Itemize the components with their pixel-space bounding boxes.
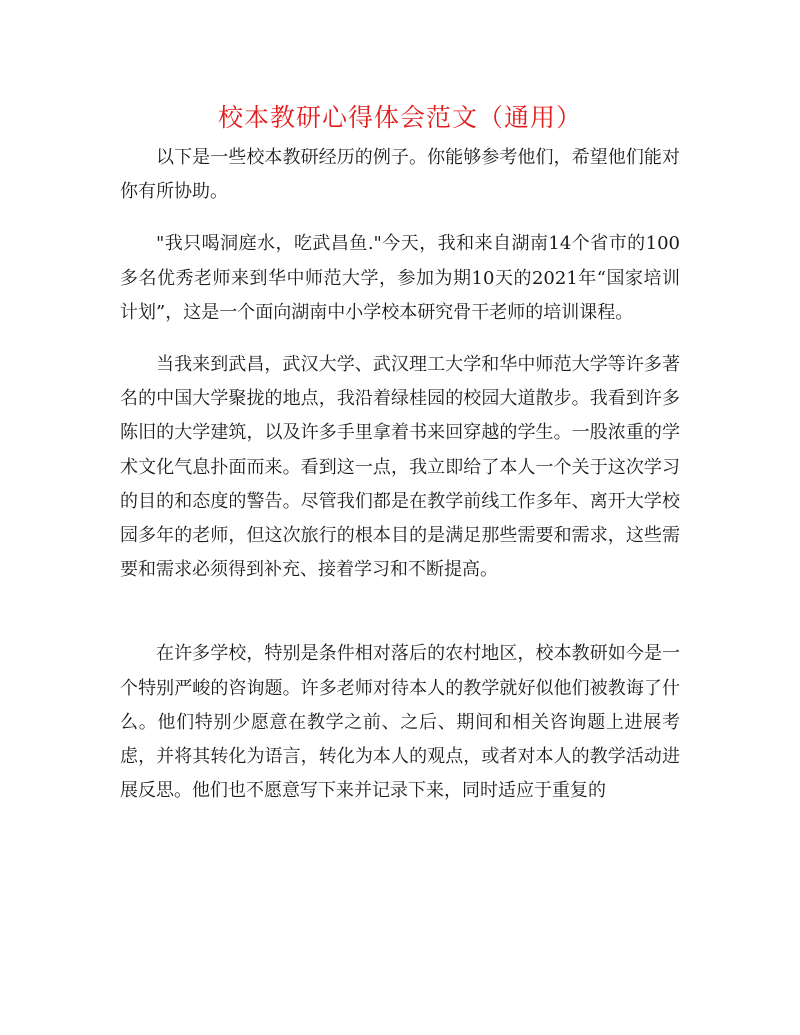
document-body xyxy=(120,141,680,826)
paragraph-wuchang: 当我来到武昌，武汉大学、武汉理工大学和华中师范大学等许多著名的中国大学聚拢的地点，我沿着绿桂园的校园大道散步。我看到许多陈旧的大学建筑，以及许多手里拿着书来回穿越的学生。一股浓重的学术文化气息扑面而来。看到这一点，我立即给了本人一个关于这次学习的目的和态度的警告。尽管我们都是在教学前线工作多年、离开大学校园多年的老师，但这次旅行的根本目的是满足那些需要和需求，这些需要和需求必须得到补充、接着学习和不断提高。 xyxy=(120,354,680,581)
paragraph-intro: 以下是一些校本教研经历的例子。你能够参考他们，希望他们能对你有所协助。 xyxy=(120,147,680,203)
paragraph-rural-schools: 在许多学校，特别是条件相对落后的农村地区，校本教研如今是一个特别严峻的咨询题。许多老师对待本人的教学就好似他们被教诲了什么。他们特别少愿意在教学之前、之后、期间和相关咨询题上进展考虑，并将其转化为语言，转化为本人的观点，或者对本人的教学活动进展反思。他们也不愿意写下来并记录下来，同时适应于重复的 xyxy=(120,643,680,802)
paragraph-training: "我只喝洞庭水，吃武昌鱼."今天，我和来自湖南14个省市的100多名优秀老师来到华中师范大学，参加为期10天的2021年“国家培训计划”，这是一个面向湖南中小学校本研究骨干老师的培训课程。 xyxy=(120,233,680,323)
document-title: 校本教研心得体会范文（通用） xyxy=(217,103,582,132)
